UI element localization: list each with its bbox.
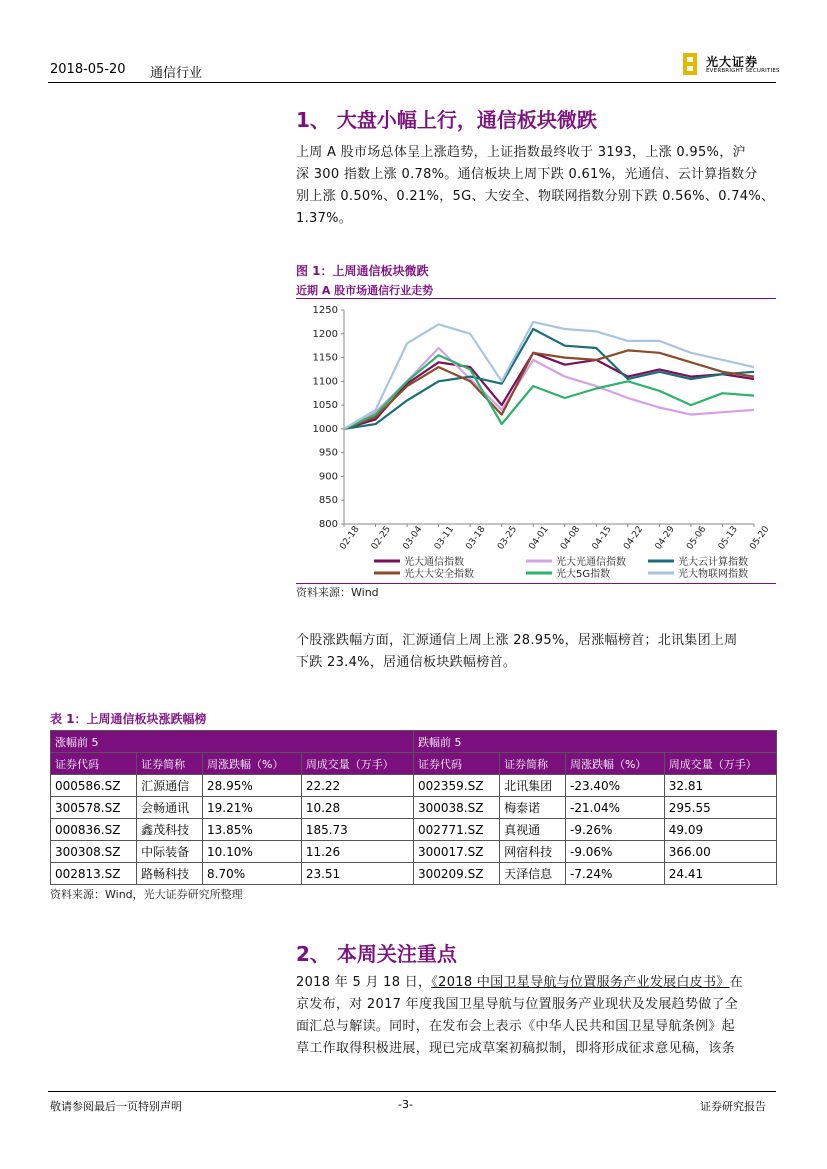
- column-header: 证券代码: [51, 753, 137, 775]
- stock-movement-paragraph: [296, 630, 738, 674]
- table-cell: 11.26: [301, 841, 413, 863]
- table-cell: 24.41: [664, 863, 776, 885]
- paragraph-line: 别上涨 0.50%、0.21%，5G、大安全、物联网指数分别下跌 0.56%、0.74%、: [296, 189, 775, 204]
- paragraph-line: 京发布，对 2017 年度我国卫星导航与位置服务产业现状及发展趋势做了全: [296, 997, 739, 1012]
- table-cell: 会畅通讯: [137, 797, 203, 819]
- table-cell: 300209.SZ: [413, 863, 499, 885]
- x-tick-label: 04-29: [653, 524, 677, 552]
- column-header: 周涨跌幅（%）: [565, 753, 664, 775]
- table-cell: -9.06%: [565, 841, 664, 863]
- figure-1-source: 资料来源：Wind: [296, 586, 379, 599]
- figure-1-title: 图 1：上周通信板块微跌: [296, 264, 429, 278]
- column-header: 证券简称: [137, 753, 203, 775]
- table-cell: 002359.SZ: [413, 775, 499, 797]
- logo-mark-icon: [682, 52, 700, 76]
- y-tick-label: 900: [318, 471, 338, 483]
- table-cell: 002813.SZ: [51, 863, 137, 885]
- y-tick-label: 1250: [312, 305, 338, 316]
- x-tick-label: 05-13: [716, 524, 740, 552]
- legend-label: 光大5G指数: [556, 569, 611, 580]
- table-cell: 10.28: [301, 797, 413, 819]
- section-1-paragraph: [296, 142, 774, 230]
- table-cell: 300308.SZ: [51, 841, 137, 863]
- table-cell: 300017.SZ: [413, 841, 499, 863]
- table-cell: -7.24%: [565, 863, 664, 885]
- table-cell: -9.26%: [565, 819, 664, 841]
- figure-1-rule: [296, 298, 776, 299]
- table-cell: 10.10%: [203, 841, 302, 863]
- table-cell: 天泽信息: [500, 863, 566, 885]
- table-cell: 汇源通信: [137, 775, 203, 797]
- table-header-row: [51, 753, 777, 775]
- x-tick-label: 03-25: [495, 524, 520, 552]
- table-cell: 002771.SZ: [413, 819, 499, 841]
- x-tick-label: 04-08: [559, 524, 583, 552]
- x-tick-label: 02-25: [369, 524, 393, 552]
- paragraph-line: 草工作取得积极进展，现已完成草案初稿拟制，即将形成征求意见稿，该条: [296, 1041, 735, 1056]
- page-number: -3-: [398, 1098, 413, 1111]
- series-line: [344, 353, 754, 429]
- group-losers-label: 跌幅前 5: [413, 731, 776, 753]
- table-cell: -23.40%: [565, 775, 664, 797]
- paragraph-line: 上周 A 股市场总体呈上涨趋势，上证指数最终收于 3193，上涨 0.95%，沪: [296, 145, 746, 160]
- table-cell: 32.81: [664, 775, 776, 797]
- table-cell: 8.70%: [203, 863, 302, 885]
- table-cell: 22.22: [301, 775, 413, 797]
- company-logo: [682, 52, 782, 78]
- table-cell: -21.04%: [565, 797, 664, 819]
- legend-label: 光大光通信指数: [556, 557, 626, 568]
- table-cell: 366.00: [664, 841, 776, 863]
- table-cell: 000586.SZ: [51, 775, 137, 797]
- table-cell: 300038.SZ: [413, 797, 499, 819]
- table-cell: 49.09: [664, 819, 776, 841]
- paragraph-line: 面汇总与解读。同时，在发布会上表示《中华人民共和国卫星导航条例》起: [296, 1019, 735, 1034]
- figure-1-subtitle: 近期 A 股市场通信行业走势: [296, 284, 434, 297]
- table-row: [51, 797, 777, 819]
- column-header: 周成交量（万手）: [664, 753, 776, 775]
- table-row: [51, 819, 777, 841]
- legend-label: 光大通信指数: [404, 557, 464, 568]
- table-group-row: [51, 731, 777, 753]
- legend-label: 光大大安全指数: [404, 569, 474, 580]
- x-tick-label: 03-18: [464, 524, 488, 552]
- table-cell: 中际装备: [137, 841, 203, 863]
- series-line: [344, 355, 754, 429]
- y-tick-label: 1100: [312, 376, 338, 388]
- y-tick-label: 1150: [312, 352, 338, 364]
- text-span: 2018 年 5 月 18 日，: [296, 975, 432, 990]
- section-1-title: 1、 大盘小幅上行，通信板块微跌: [296, 108, 597, 132]
- legend-label: 光大物联网指数: [678, 569, 748, 580]
- section-2-paragraph: [296, 972, 743, 1060]
- paragraph-line: 个股涨跌幅方面，汇源通信上周上涨 28.95%，居涨幅榜首；北讯集团上周: [296, 633, 738, 648]
- column-header: 证券代码: [413, 753, 499, 775]
- table-cell: 梅泰诺: [500, 797, 566, 819]
- logo-text-en: EVERBRIGHT SECURITIES: [706, 68, 780, 74]
- footer-divider: [48, 1091, 776, 1092]
- paragraph-line: 下跌 23.4%，居通信板块跌幅榜首。: [296, 655, 517, 670]
- table-cell: 295.55: [664, 797, 776, 819]
- y-tick-label: 850: [318, 495, 338, 507]
- table-cell: 300578.SZ: [51, 797, 137, 819]
- group-gainers-label: 涨幅前 5: [51, 731, 414, 753]
- header-divider: [48, 82, 776, 83]
- whitepaper-title: 《2018 中国卫星导航与位置服务产业发展白皮书》: [431, 975, 730, 990]
- y-tick-label: 950: [318, 447, 338, 459]
- table-row: [51, 863, 777, 885]
- table-cell: 真视通: [500, 819, 566, 841]
- table-cell: 185.73: [301, 819, 413, 841]
- table-cell: 路畅科技: [137, 863, 203, 885]
- x-tick-label: 05-06: [685, 524, 709, 552]
- x-tick-label: 04-15: [590, 524, 614, 552]
- industry-label: 通信行业: [150, 66, 203, 81]
- x-tick-label: 02-18: [338, 524, 362, 552]
- table-1-title: 表 1：上周通信板块涨跌幅榜: [50, 712, 207, 726]
- movers-table: [50, 730, 777, 885]
- y-tick-label: 1000: [312, 423, 338, 435]
- series-line: [344, 350, 754, 429]
- table-row: [51, 775, 777, 797]
- line-chart: [296, 300, 776, 584]
- footer-disclaimer: 敬请参阅最后一页特别声明: [50, 1100, 182, 1113]
- table-cell: 23.51: [301, 863, 413, 885]
- y-tick-label: 1200: [312, 328, 338, 340]
- logo-text-cn: 光大证券: [706, 55, 759, 69]
- legend-label: 光大云计算指数: [678, 557, 748, 568]
- table-1-source: 资料来源：Wind，光大证券研究所整理: [50, 888, 243, 901]
- table-cell: 网宿科技: [500, 841, 566, 863]
- footer-report-type: 证券研究报告: [700, 1100, 766, 1113]
- x-tick-label: 03-04: [401, 524, 425, 552]
- y-tick-label: 1050: [312, 400, 338, 412]
- x-tick-label: 05-20: [748, 524, 772, 552]
- y-tick-label: 800: [318, 519, 338, 530]
- report-date: 2018-05-20: [50, 62, 126, 77]
- table-cell: 13.85%: [203, 819, 302, 841]
- x-tick-label: 03-11: [432, 524, 457, 552]
- paragraph-line: 1.37%。: [296, 211, 353, 226]
- table-cell: 19.21%: [203, 797, 302, 819]
- column-header: 周涨跌幅（%）: [203, 753, 302, 775]
- paragraph-line: 深 300 指数上涨 0.78%。通信板块上周下跌 0.61%，光通信、云计算指数分: [296, 167, 758, 182]
- column-header: 证券简称: [500, 753, 566, 775]
- table-cell: 000836.SZ: [51, 819, 137, 841]
- table-cell: 28.95%: [203, 775, 302, 797]
- text-span: 在: [729, 975, 743, 990]
- table-cell: 鑫茂科技: [137, 819, 203, 841]
- x-tick-label: 04-22: [622, 524, 646, 552]
- table-cell: 北讯集团: [500, 775, 566, 797]
- section-2-title: 2、 本周关注重点: [296, 942, 457, 966]
- x-tick-label: 04-01: [527, 524, 551, 552]
- column-header: 周成交量（万手）: [301, 753, 413, 775]
- paragraph-line: [296, 972, 743, 994]
- table-row: [51, 841, 777, 863]
